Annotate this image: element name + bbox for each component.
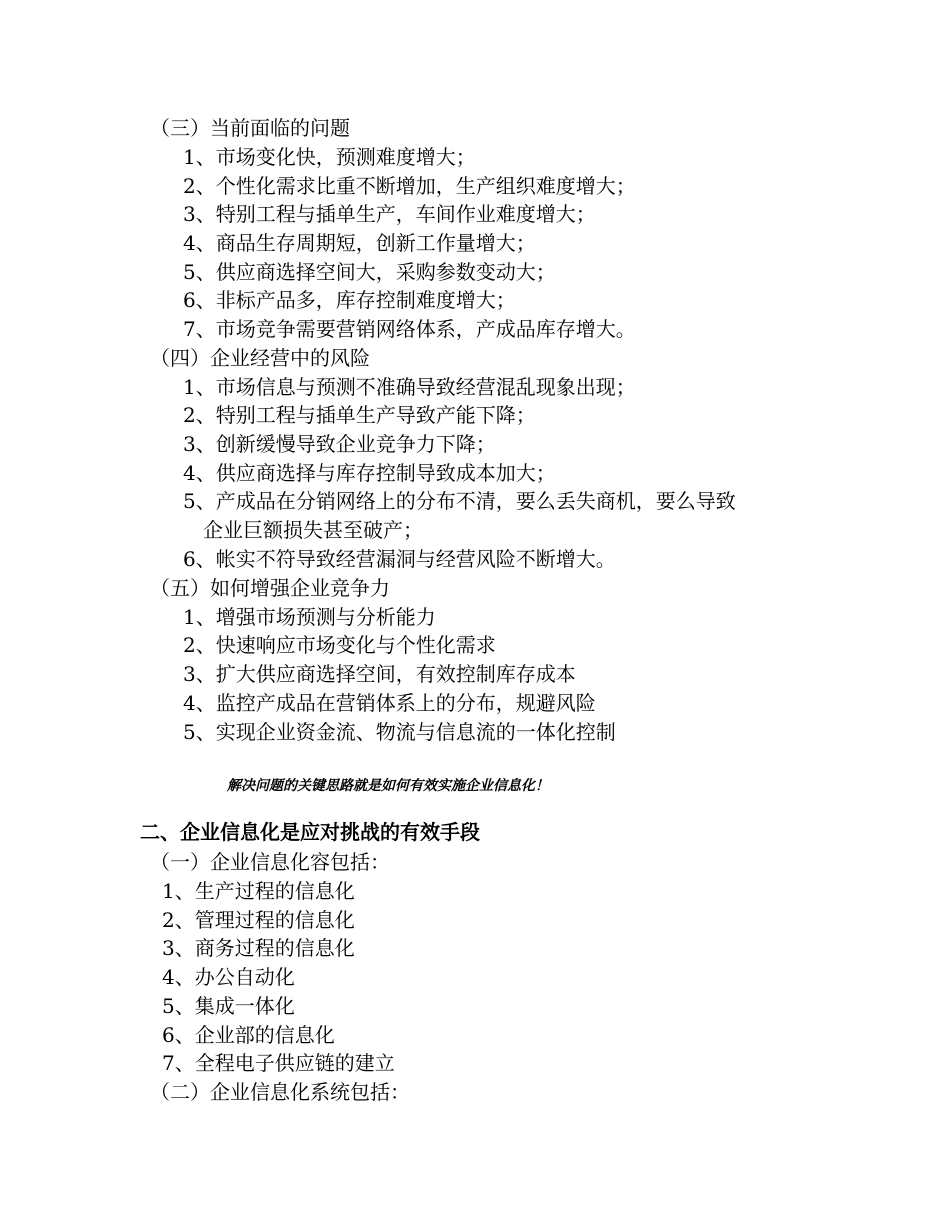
list-item: 5、实现企业资金流、物流与信息流的一体化控制 [183,720,616,744]
list-item: 5、供应商选择空间大，采购参数变动大； [183,260,556,284]
key-insight-callout: 解决问题的关键思路就是如何有效实施企业信息化！ [227,778,549,794]
list-item-continuation: 企业巨额损失甚至破产； [203,518,423,542]
section-heading-4: （四）企业经营中的风险 [150,346,370,370]
list-item: 5、集成一体化 [162,994,295,1018]
section-heading-3: （三）当前面临的问题 [150,116,350,140]
list-item: 5、产成品在分销网络上的分布不清，要么丢失商机，要么导致 [183,489,736,513]
subsection-heading-1: （一）企业信息化容包括： [150,850,390,874]
list-item: 3、商务过程的信息化 [162,936,355,960]
list-item: 2、个性化需求比重不断增加，生产组织难度增大； [183,174,636,198]
list-item: 3、创新缓慢导致企业竞争力下降； [183,432,496,456]
list-item: 3、特别工程与插单生产，车间作业难度增大； [183,202,596,226]
list-item: 4、办公自动化 [162,965,295,989]
list-item: 1、市场变化快，预测难度增大； [183,145,476,169]
list-item: 6、非标产品多，库存控制难度增大； [183,288,516,312]
list-item: 2、管理过程的信息化 [162,908,355,932]
subsection-heading-2: （二）企业信息化系统包括： [150,1080,410,1104]
list-item: 4、商品生存周期短，创新工作量增大； [183,231,536,255]
list-item: 4、监控产成品在营销体系上的分布，规避风险 [183,691,596,715]
list-item: 7、全程电子供应链的建立 [162,1051,395,1075]
list-item: 4、供应商选择与库存控制导致成本加大； [183,461,556,485]
list-item: 7、市场竞争需要营销网络体系，产成品库存增大。 [183,317,636,341]
list-item: 1、生产过程的信息化 [162,879,355,903]
list-item: 2、特别工程与插单生产导致产能下降； [183,403,536,427]
list-item: 1、市场信息与预测不准确导致经营混乱现象出现； [183,375,636,399]
list-item: 2、快速响应市场变化与个性化需求 [183,633,496,657]
list-item: 1、增强市场预测与分析能力 [183,605,436,629]
list-item: 3、扩大供应商选择空间，有效控制库存成本 [183,662,576,686]
list-item: 6、帐实不符导致经营漏洞与经营风险不断增大。 [183,547,616,571]
section-heading-5: （五）如何增强企业竞争力 [150,576,390,600]
part-two-title: 二、企业信息化是应对挑战的有效手段 [140,820,480,844]
list-item: 6、企业部的信息化 [162,1023,335,1047]
